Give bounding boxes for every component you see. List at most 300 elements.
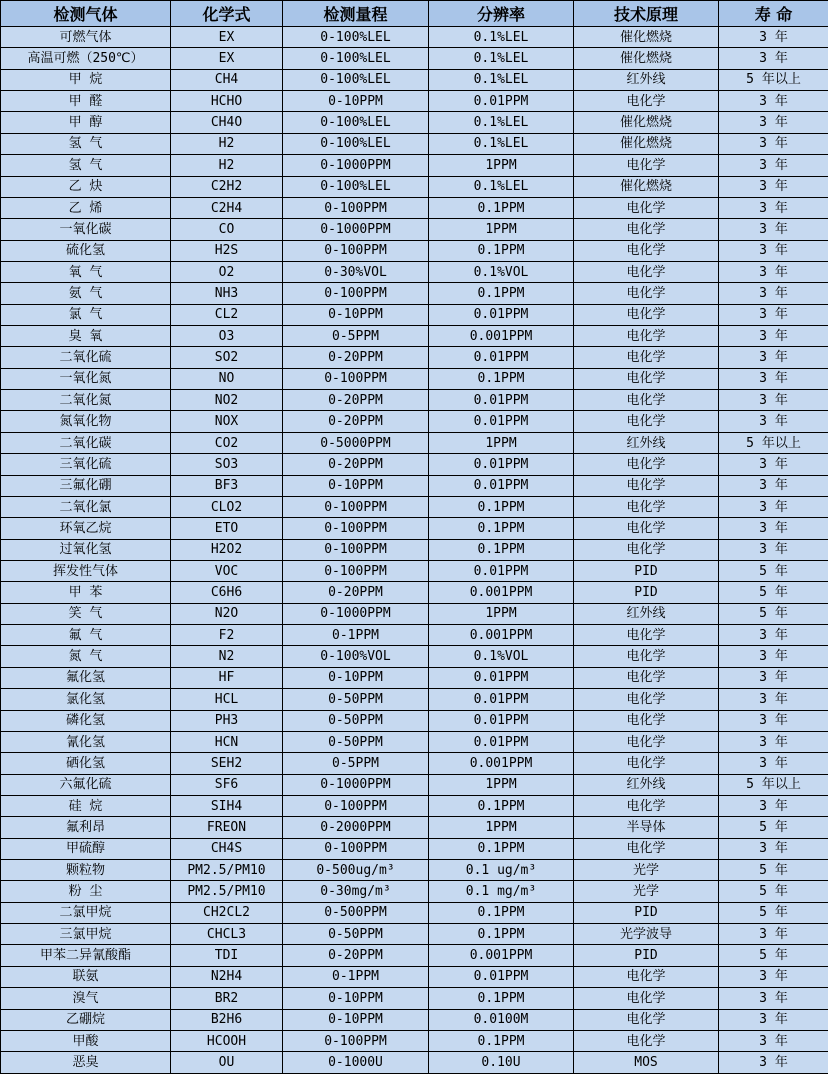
table-cell: 0-100PPM <box>283 1030 429 1051</box>
table-cell: 红外线 <box>574 69 719 90</box>
table-cell: 乙 烯 <box>1 197 171 218</box>
table-row <box>1 261 828 282</box>
table-cell: 电化学 <box>574 518 719 539</box>
table-row <box>1 48 828 69</box>
table-cell: HCL <box>171 689 283 710</box>
table-cell: 氰化氢 <box>1 731 171 752</box>
table-cell: 0-1000U <box>283 1052 429 1074</box>
table-cell: 5 年 <box>719 603 828 624</box>
table-cell: 0-20PPM <box>283 411 429 432</box>
table-cell: 3 年 <box>719 710 828 731</box>
table-cell: 甲 醇 <box>1 112 171 133</box>
table-cell: SO2 <box>171 347 283 368</box>
table-cell: 3 年 <box>719 496 828 517</box>
table-cell: 0.01PPM <box>429 475 574 496</box>
table-cell: 1PPM <box>429 817 574 838</box>
table-cell: 0-100PPM <box>283 838 429 859</box>
table-cell: 0.001PPM <box>429 326 574 347</box>
table-cell: 氢 气 <box>1 155 171 176</box>
table-cell: PM2.5/PM10 <box>171 881 283 902</box>
table-cell: 电化学 <box>574 390 719 411</box>
table-cell: EX <box>171 48 283 69</box>
table-cell: HCN <box>171 731 283 752</box>
table-cell: 5 年 <box>719 582 828 603</box>
table-cell: 5 年以上 <box>719 432 828 453</box>
table-cell: 六氟化硫 <box>1 774 171 795</box>
table-cell: BR2 <box>171 988 283 1009</box>
table-cell: 0.0100M <box>429 1009 574 1030</box>
table-cell: 氮氧化物 <box>1 411 171 432</box>
table-cell: 3 年 <box>719 48 828 69</box>
table-cell: 3 年 <box>719 1030 828 1051</box>
table-cell: 电化学 <box>574 1009 719 1030</box>
table-cell: NOX <box>171 411 283 432</box>
table-cell: 电化学 <box>574 283 719 304</box>
table-cell: 0-20PPM <box>283 347 429 368</box>
table-cell: 3 年 <box>719 988 828 1009</box>
table-row <box>1 1030 828 1051</box>
table-cell: 0-1000PPM <box>283 603 429 624</box>
table-cell: 5 年 <box>719 902 828 923</box>
table-cell: 0.1PPM <box>429 795 574 816</box>
table-row <box>1 817 828 838</box>
table-cell: 甲 苯 <box>1 582 171 603</box>
table-cell: 3 年 <box>719 924 828 945</box>
table-row <box>1 689 828 710</box>
table-cell: 0.01PPM <box>429 91 574 112</box>
table-row <box>1 881 828 902</box>
table-row <box>1 326 828 347</box>
table-cell: 光学波导 <box>574 924 719 945</box>
table-cell: 3 年 <box>719 625 828 646</box>
table-cell: N2 <box>171 646 283 667</box>
table-cell: 催化燃烧 <box>574 133 719 154</box>
table-cell: 氧 气 <box>1 261 171 282</box>
table-cell: 3 年 <box>719 91 828 112</box>
table-cell: 0.01PPM <box>429 731 574 752</box>
table-cell: 二氯甲烷 <box>1 902 171 923</box>
table-cell: 3 年 <box>719 689 828 710</box>
table-cell: 高温可燃（250℃） <box>1 48 171 69</box>
table-cell: 0.1%LEL <box>429 27 574 48</box>
table-cell: 0-5000PPM <box>283 432 429 453</box>
table-cell: 3 年 <box>719 646 828 667</box>
table-cell: 电化学 <box>574 326 719 347</box>
table-cell: 二氧化氮 <box>1 390 171 411</box>
table-cell: PM2.5/PM10 <box>171 860 283 881</box>
table-cell: C2H2 <box>171 176 283 197</box>
table-cell: 0-500ug/m³ <box>283 860 429 881</box>
table-row <box>1 945 828 966</box>
table-cell: CH4 <box>171 69 283 90</box>
table-row <box>1 667 828 688</box>
table-cell: 0.001PPM <box>429 753 574 774</box>
table-cell: HCHO <box>171 91 283 112</box>
table-header-row <box>1 1 828 27</box>
table-cell: 氨 气 <box>1 283 171 304</box>
table-cell: ETO <box>171 518 283 539</box>
table-cell: 电化学 <box>574 988 719 1009</box>
table-cell: 一氧化碳 <box>1 219 171 240</box>
table-cell: 硒化氢 <box>1 753 171 774</box>
table-cell: 二氧化氯 <box>1 496 171 517</box>
table-cell: 三氧化硫 <box>1 454 171 475</box>
table-cell: 氯化氢 <box>1 689 171 710</box>
table-cell: 硫化氢 <box>1 240 171 261</box>
table-cell: 5 年 <box>719 881 828 902</box>
table-cell: 电化学 <box>574 91 719 112</box>
table-cell: 二氧化碳 <box>1 432 171 453</box>
table-cell: CH4O <box>171 112 283 133</box>
table-cell: VOC <box>171 560 283 581</box>
table-cell: 催化燃烧 <box>574 27 719 48</box>
table-row <box>1 240 828 261</box>
table-cell: C6H6 <box>171 582 283 603</box>
table-cell: 氟利昂 <box>1 817 171 838</box>
table-cell: TDI <box>171 945 283 966</box>
table-cell: 3 年 <box>719 966 828 987</box>
table-cell: 氮 气 <box>1 646 171 667</box>
table-cell: 3 年 <box>719 197 828 218</box>
table-cell: 粉 尘 <box>1 881 171 902</box>
table-cell: 3 年 <box>719 240 828 261</box>
table-cell: 电化学 <box>574 731 719 752</box>
table-cell: 5 年 <box>719 560 828 581</box>
table-row <box>1 603 828 624</box>
table-cell: 0.1PPM <box>429 368 574 389</box>
table-cell: 甲 醛 <box>1 91 171 112</box>
table-cell: SF6 <box>171 774 283 795</box>
table-cell: 电化学 <box>574 689 719 710</box>
table-row <box>1 1009 828 1030</box>
table-cell: 红外线 <box>574 432 719 453</box>
table-cell: 电化学 <box>574 304 719 325</box>
table-cell: 0-50PPM <box>283 731 429 752</box>
table-cell: 0-30%VOL <box>283 261 429 282</box>
table-cell: 电化学 <box>574 1030 719 1051</box>
column-header: 分辨率 <box>429 1 574 27</box>
table-cell: 0.1PPM <box>429 988 574 1009</box>
table-cell: 电化学 <box>574 625 719 646</box>
table-cell: 3 年 <box>719 133 828 154</box>
table-row <box>1 347 828 368</box>
table-cell: B2H6 <box>171 1009 283 1030</box>
table-cell: 0.1 ug/m³ <box>429 860 574 881</box>
table-cell: 0.1%LEL <box>429 69 574 90</box>
table-cell: 5 年 <box>719 817 828 838</box>
table-cell: 恶臭 <box>1 1052 171 1074</box>
table-cell: 0-100%LEL <box>283 176 429 197</box>
table-cell: 0.1PPM <box>429 924 574 945</box>
table-cell: 甲 烷 <box>1 69 171 90</box>
table-cell: 0-500PPM <box>283 902 429 923</box>
table-row <box>1 390 828 411</box>
table-cell: 0-100%LEL <box>283 133 429 154</box>
table-cell: 氢 气 <box>1 133 171 154</box>
table-row <box>1 411 828 432</box>
table-cell: 0-100PPM <box>283 539 429 560</box>
table-cell: 0-20PPM <box>283 945 429 966</box>
table-cell: 过氧化氢 <box>1 539 171 560</box>
table-cell: 0-100PPM <box>283 368 429 389</box>
table-cell: 1PPM <box>429 155 574 176</box>
table-cell: HF <box>171 667 283 688</box>
table-cell: 1PPM <box>429 774 574 795</box>
table-row <box>1 496 828 517</box>
table-cell: 0.1%VOL <box>429 646 574 667</box>
table-row <box>1 646 828 667</box>
table-cell: 电化学 <box>574 710 719 731</box>
table-cell: 3 年 <box>719 753 828 774</box>
table-cell: 氟化氢 <box>1 667 171 688</box>
table-cell: 电化学 <box>574 539 719 560</box>
table-cell: 颗粒物 <box>1 860 171 881</box>
table-cell: 0.01PPM <box>429 966 574 987</box>
table-cell: 0-100PPM <box>283 518 429 539</box>
table-cell: 3 年 <box>719 368 828 389</box>
table-row <box>1 91 828 112</box>
table-cell: 5 年 <box>719 945 828 966</box>
table-cell: CH2CL2 <box>171 902 283 923</box>
table-cell: 3 年 <box>719 795 828 816</box>
table-row <box>1 625 828 646</box>
table-cell: 电化学 <box>574 368 719 389</box>
table-cell: 0.01PPM <box>429 304 574 325</box>
table-row <box>1 753 828 774</box>
table-cell: CHCL3 <box>171 924 283 945</box>
table-cell: FREON <box>171 817 283 838</box>
table-cell: 0-100PPM <box>283 496 429 517</box>
table-cell: 0.01PPM <box>429 411 574 432</box>
table-cell: SIH4 <box>171 795 283 816</box>
table-row <box>1 432 828 453</box>
table-row <box>1 731 828 752</box>
table-cell: 臭 氧 <box>1 326 171 347</box>
table-row <box>1 219 828 240</box>
table-cell: O3 <box>171 326 283 347</box>
table-cell: 半导体 <box>574 817 719 838</box>
table-cell: 电化学 <box>574 667 719 688</box>
table-cell: 电化学 <box>574 753 719 774</box>
table-row <box>1 304 828 325</box>
table-row <box>1 560 828 581</box>
table-cell: 3 年 <box>719 667 828 688</box>
table-cell: 0-10PPM <box>283 304 429 325</box>
table-cell: EX <box>171 27 283 48</box>
table-cell: BF3 <box>171 475 283 496</box>
table-cell: 3 年 <box>719 390 828 411</box>
table-cell: 0.1%VOL <box>429 261 574 282</box>
table-cell: PID <box>574 902 719 923</box>
table-cell: 二氧化硫 <box>1 347 171 368</box>
table-row <box>1 518 828 539</box>
table-cell: 联氨 <box>1 966 171 987</box>
table-cell: 0-10PPM <box>283 988 429 1009</box>
table-cell: 3 年 <box>719 475 828 496</box>
table-cell: 0.1PPM <box>429 496 574 517</box>
table-cell: 0-100%LEL <box>283 27 429 48</box>
table-cell: 笑 气 <box>1 603 171 624</box>
table-row <box>1 582 828 603</box>
table-row <box>1 454 828 475</box>
table-cell: SO3 <box>171 454 283 475</box>
table-cell: 0-20PPM <box>283 454 429 475</box>
column-header: 技术原理 <box>574 1 719 27</box>
table-cell: PID <box>574 945 719 966</box>
table-cell: 一氧化氮 <box>1 368 171 389</box>
table-cell: 0.1%LEL <box>429 112 574 133</box>
table-cell: 0-100%LEL <box>283 69 429 90</box>
table-row <box>1 924 828 945</box>
table-cell: 0.01PPM <box>429 667 574 688</box>
table-cell: 0.01PPM <box>429 454 574 475</box>
table-cell: 0.1PPM <box>429 1030 574 1051</box>
table-cell: OU <box>171 1052 283 1074</box>
table-cell: 0-100PPM <box>283 197 429 218</box>
table-cell: 电化学 <box>574 795 719 816</box>
table-cell: 3 年 <box>719 838 828 859</box>
table-cell: 电化学 <box>574 646 719 667</box>
table-cell: O2 <box>171 261 283 282</box>
table-cell: 0.001PPM <box>429 582 574 603</box>
table-cell: H2 <box>171 133 283 154</box>
table-cell: 电化学 <box>574 475 719 496</box>
table-cell: 电化学 <box>574 454 719 475</box>
table-row <box>1 133 828 154</box>
table-cell: C2H4 <box>171 197 283 218</box>
table-cell: 1PPM <box>429 432 574 453</box>
table-cell: 3 年 <box>719 539 828 560</box>
table-cell: 磷化氢 <box>1 710 171 731</box>
table-cell: H2O2 <box>171 539 283 560</box>
table-cell: 催化燃烧 <box>574 112 719 133</box>
table-cell: 三氯甲烷 <box>1 924 171 945</box>
table-cell: 3 年 <box>719 1052 828 1074</box>
table-cell: 硅 烷 <box>1 795 171 816</box>
table-cell: 电化学 <box>574 219 719 240</box>
table-row <box>1 368 828 389</box>
table-cell: 3 年 <box>719 326 828 347</box>
column-header: 化学式 <box>171 1 283 27</box>
table-row <box>1 27 828 48</box>
table-cell: 溴气 <box>1 988 171 1009</box>
table-cell: 0.01PPM <box>429 689 574 710</box>
table-cell: 0-1000PPM <box>283 774 429 795</box>
table-cell: 0.1%LEL <box>429 176 574 197</box>
table-cell: 0.001PPM <box>429 625 574 646</box>
table-cell: 电化学 <box>574 496 719 517</box>
table-cell: 3 年 <box>719 518 828 539</box>
table-cell: 三氟化硼 <box>1 475 171 496</box>
table-cell: 3 年 <box>719 454 828 475</box>
table-cell: 0-100PPM <box>283 240 429 261</box>
table-cell: 可燃气体 <box>1 27 171 48</box>
table-cell: PID <box>574 582 719 603</box>
table-row <box>1 475 828 496</box>
table-row <box>1 774 828 795</box>
table-cell: 0.10U <box>429 1052 574 1074</box>
table-cell: 0-1PPM <box>283 966 429 987</box>
table-cell: 催化燃烧 <box>574 176 719 197</box>
column-header: 检测气体 <box>1 1 171 27</box>
table-cell: 0.01PPM <box>429 390 574 411</box>
table-cell: NO2 <box>171 390 283 411</box>
table-cell: PID <box>574 560 719 581</box>
table-row <box>1 902 828 923</box>
column-header: 寿 命 <box>719 1 828 27</box>
table-cell: 0-1PPM <box>283 625 429 646</box>
table-cell: 甲硫醇 <box>1 838 171 859</box>
table-cell: 电化学 <box>574 347 719 368</box>
table-cell: 0.001PPM <box>429 945 574 966</box>
table-cell: 光学 <box>574 860 719 881</box>
table-cell: 电化学 <box>574 261 719 282</box>
table-cell: 3 年 <box>719 731 828 752</box>
table-cell: 0-2000PPM <box>283 817 429 838</box>
table-cell: MOS <box>574 1052 719 1074</box>
table-cell: 0-50PPM <box>283 924 429 945</box>
table-cell: 0.1%LEL <box>429 48 574 69</box>
table-cell: 0-10PPM <box>283 667 429 688</box>
table-cell: 3 年 <box>719 1009 828 1030</box>
table-cell: 0-1000PPM <box>283 219 429 240</box>
table-row <box>1 966 828 987</box>
table-cell: 0-5PPM <box>283 753 429 774</box>
table-row <box>1 838 828 859</box>
table-row <box>1 155 828 176</box>
table-row <box>1 710 828 731</box>
table-cell: SEH2 <box>171 753 283 774</box>
table-cell: 0-10PPM <box>283 1009 429 1030</box>
table-cell: 红外线 <box>574 603 719 624</box>
table-cell: 乙 炔 <box>1 176 171 197</box>
table-cell: 挥发性气体 <box>1 560 171 581</box>
table-cell: 0.1PPM <box>429 902 574 923</box>
table-cell: 0.1PPM <box>429 518 574 539</box>
table-cell: CO2 <box>171 432 283 453</box>
table-cell: 甲酸 <box>1 1030 171 1051</box>
table-row <box>1 988 828 1009</box>
table-cell: 0-100PPM <box>283 560 429 581</box>
table-cell: 电化学 <box>574 155 719 176</box>
table-cell: 0-100%VOL <box>283 646 429 667</box>
table-row <box>1 860 828 881</box>
table-cell: 3 年 <box>719 347 828 368</box>
table-row <box>1 197 828 218</box>
table-cell: 0.1 mg/m³ <box>429 881 574 902</box>
table-cell: 0-50PPM <box>283 710 429 731</box>
table-cell: 0-100%LEL <box>283 112 429 133</box>
table-cell: 5 年 <box>719 860 828 881</box>
table-cell: 0-20PPM <box>283 390 429 411</box>
table-cell: 1PPM <box>429 219 574 240</box>
table-cell: 3 年 <box>719 261 828 282</box>
table-cell: 3 年 <box>719 27 828 48</box>
table-cell: 电化学 <box>574 838 719 859</box>
table-cell: 催化燃烧 <box>574 48 719 69</box>
table-row <box>1 112 828 133</box>
table-cell: NH3 <box>171 283 283 304</box>
table-cell: 电化学 <box>574 966 719 987</box>
table-cell: 0.1PPM <box>429 240 574 261</box>
table-cell: 电化学 <box>574 411 719 432</box>
table-cell: 电化学 <box>574 240 719 261</box>
table-cell: 0-100PPM <box>283 283 429 304</box>
table-cell: N2H4 <box>171 966 283 987</box>
table-cell: 0-30mg/m³ <box>283 881 429 902</box>
table-cell: 氟 气 <box>1 625 171 646</box>
table-cell: 0.1PPM <box>429 197 574 218</box>
